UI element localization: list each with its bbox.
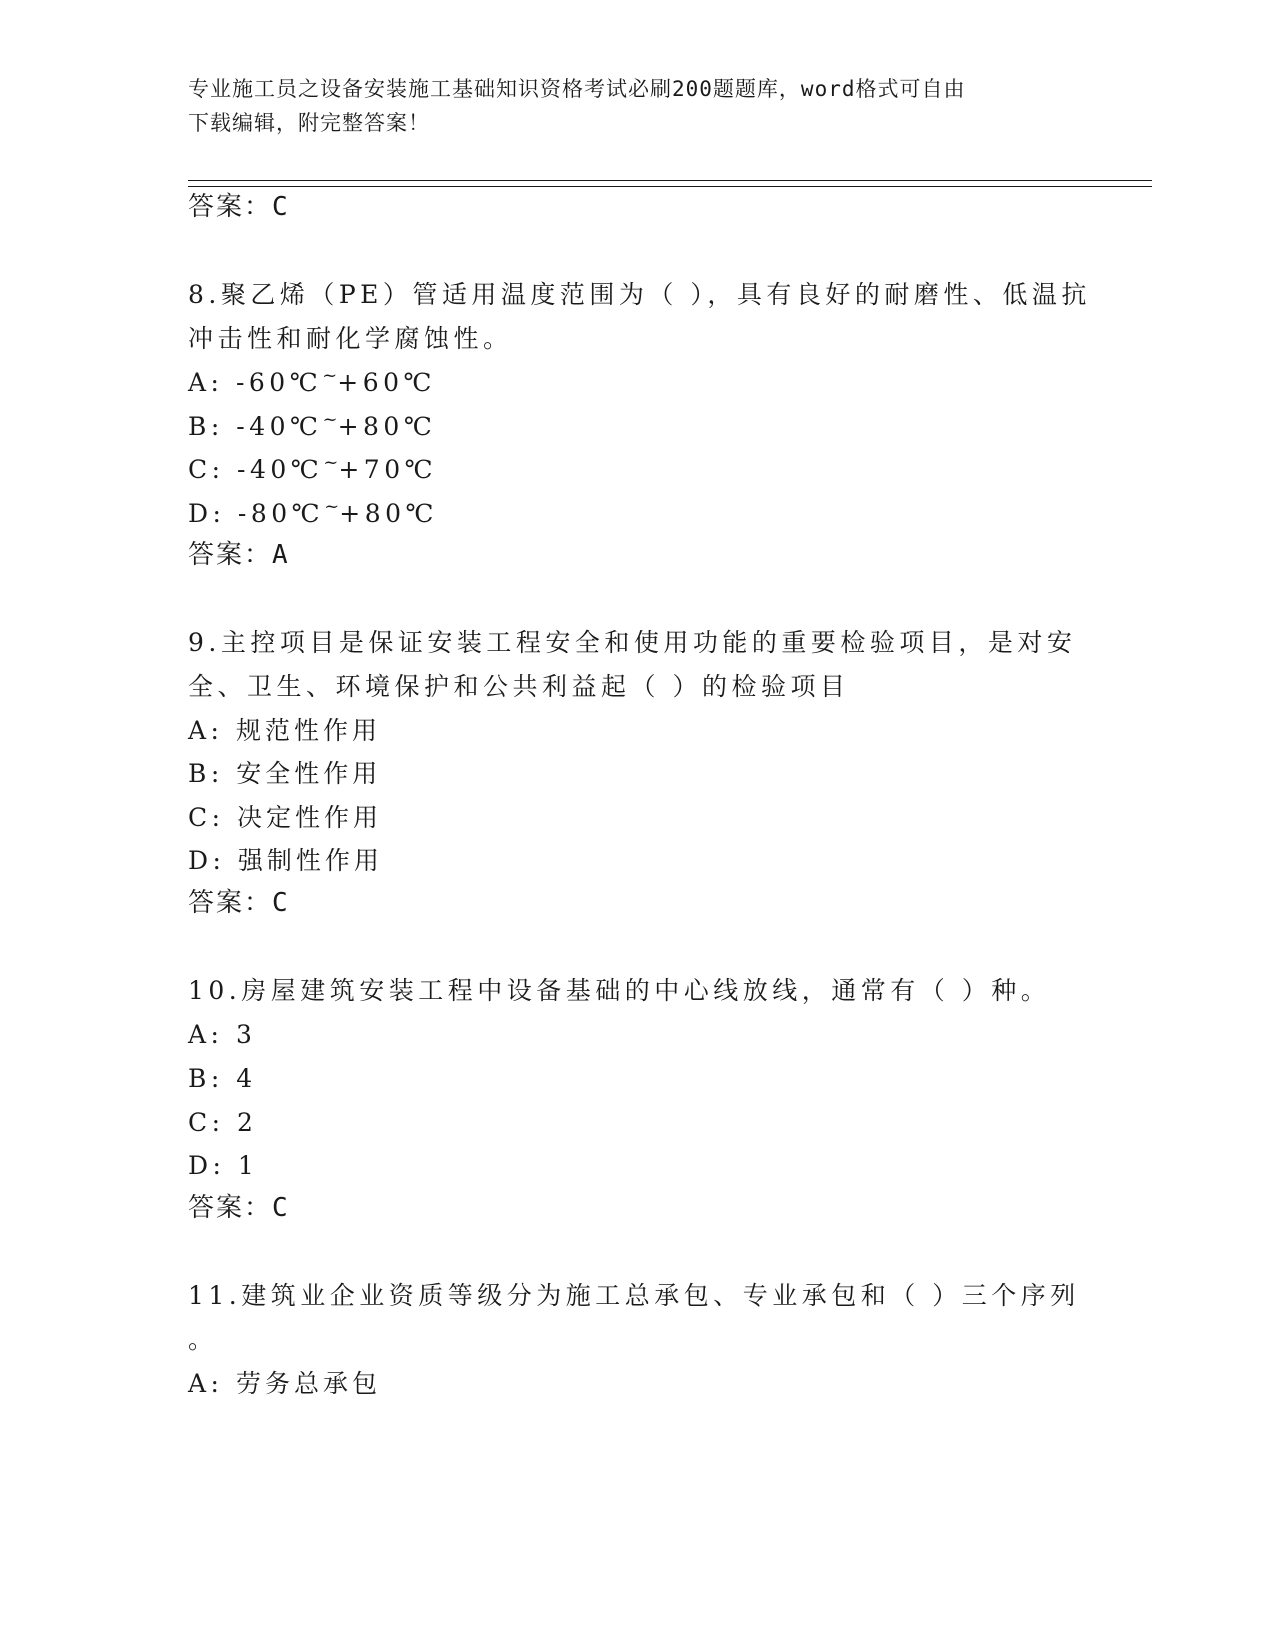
question-8-stem-line-1: 8.聚乙烯（PE）管适用温度范围为（ ），具有良好的耐磨性、低温抗 bbox=[188, 280, 1091, 309]
question-10-option-a: A: 3 bbox=[188, 1020, 256, 1049]
header-line-2: 下载编辑，附完整答案！ bbox=[188, 111, 430, 135]
question-11-stem-line-2: 。 bbox=[188, 1325, 218, 1354]
question-11-option-a: A: 劳务总承包 bbox=[188, 1369, 381, 1398]
question-10-option-b: B: 4 bbox=[188, 1064, 257, 1093]
question-10-stem-line-1: 10.房屋建筑安装工程中设备基础的中心线放线，通常有（ ）种。 bbox=[188, 976, 1051, 1005]
header-divider-bottom bbox=[188, 186, 1152, 187]
question-11-stem-line-1: 11.建筑业企业资质等级分为施工总承包、专业承包和（ ）三个序列 bbox=[188, 1281, 1080, 1310]
question-9-stem-line-1: 9.主控项目是保证安装工程安全和使用功能的重要检验项目，是对安 bbox=[188, 628, 1077, 657]
question-8-answer: 答案：A bbox=[188, 540, 290, 570]
question-9-option-d: D: 强制性作用 bbox=[188, 846, 383, 875]
question-10-option-c: C: 2 bbox=[188, 1108, 257, 1137]
header-line-1: 专业施工员之设备安装施工基础知识资格考试必刷200题题库，word格式可自由 bbox=[188, 77, 966, 101]
question-8-stem-line-2: 冲击性和耐化学腐蚀性。 bbox=[188, 324, 513, 353]
question-8-option-c: C: -40℃~+70℃ bbox=[188, 452, 438, 484]
question-8-option-a: A: -60℃~+60℃ bbox=[188, 365, 436, 397]
header-divider-top bbox=[188, 180, 1152, 181]
answer-line bbox=[188, 190, 290, 224]
question-9-option-b: B: 安全性作用 bbox=[188, 759, 382, 788]
question-10-answer: 答案：C bbox=[188, 1193, 290, 1223]
question-10-option-d: D: 1 bbox=[188, 1151, 258, 1180]
question-9-answer: 答案：C bbox=[188, 888, 290, 918]
question-9-option-a: A: 规范性作用 bbox=[188, 716, 381, 745]
question-8-option-d: D: -80℃~+80℃ bbox=[188, 496, 438, 528]
question-9-option-c: C: 决定性作用 bbox=[188, 803, 383, 832]
question-9-stem-line-2: 全、卫生、环境保护和公共利益起（ ）的检验项目 bbox=[188, 672, 850, 701]
answer-value: C bbox=[272, 192, 290, 222]
answer-label: 答案： bbox=[188, 192, 273, 222]
page-header bbox=[188, 72, 1088, 140]
question-8-option-b: B: -40℃~+80℃ bbox=[188, 409, 437, 441]
